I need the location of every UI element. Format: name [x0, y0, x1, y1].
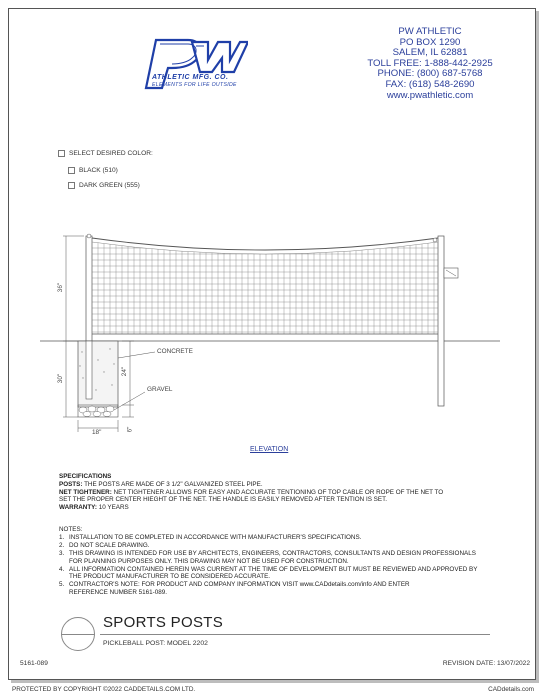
note-text-cont: FOR PLANNING PURPOSES ONLY. THIS DRAWING MAY NOT BE USED FOR CONSTRUCTION. [69, 557, 349, 565]
company-address-2: SALEM, IL 62881 [392, 47, 468, 59]
color-selection [58, 147, 153, 191]
title-divider [100, 634, 490, 635]
logo-tagline-2: ELEMENTS FOR LIFE OUTSIDE [152, 82, 237, 88]
revision-date: REVISION DATE: 13/07/2022 [442, 660, 530, 667]
spec-tightener-2: SET THE PROPER CENTER HIEGHT OF THE NET. THE HANDLE IS EASILY REMOVED AFTER TENTION IS SET. [59, 496, 387, 504]
dim-gravel-depth: 6" [126, 426, 134, 433]
note-item [59, 542, 504, 550]
note-number: 1. [59, 533, 65, 541]
dim-post-depth: 24" [121, 366, 129, 377]
notes-list [59, 534, 504, 597]
note-number: 2. [59, 541, 65, 549]
color-heading-checkbox[interactable] [58, 150, 65, 157]
color-heading: SELECT DESIRED COLOR: [69, 149, 153, 157]
note-text-cont: THE PRODUCT MANUFACTURER TO BE CONSIDERED ACCURATE. [69, 573, 271, 581]
drawing-title: SPORTS POSTS [103, 614, 224, 631]
caddetails-link[interactable]: CADdetails.com [488, 686, 534, 693]
dim-net-height: 36" [57, 282, 65, 293]
note-text: ALL INFORMATION CONTAINED HEREIN WAS CURRENT AT THE TIME OF DEVELOPMENT BUT MUST BE REVIEWED AND APPROVED BY [69, 565, 478, 573]
company-phone: PHONE: (800) 687-5768 [377, 68, 483, 80]
note-text: DO NOT SCALE DRAWING. [69, 541, 150, 549]
note-item [59, 581, 504, 589]
company-fax: FAX: (618) 548-2690 [385, 78, 475, 90]
note-number: 3. [59, 549, 65, 557]
color-option-black-label: BLACK (510) [79, 166, 118, 174]
note-text: THIS DRAWING IS INTENDED FOR USE BY ARCHITECTS, ENGINEERS, CONTRACTORS, CONSULTANTS AND DESIGN PROFESSIONALS [69, 549, 476, 557]
spec-tightener: NET TIGHTENER: NET TIGHTENER ALLOWS FOR EASY AND ACCURATE TENTIONING OF TOP CABLE OR ROPE OF THE NET TO [59, 488, 444, 496]
dim-footing-width: 18" [92, 429, 102, 436]
spec-warranty: WARRANTY: 10 YEARS [59, 504, 129, 512]
company-info [330, 27, 530, 101]
title-circle [61, 617, 95, 651]
note-item [59, 566, 504, 574]
notes [59, 526, 504, 597]
specs-heading: SPECIFICATIONS [59, 473, 112, 480]
logo-tagline-1: ATHLETIC MFG. CO. [152, 74, 229, 81]
note-item [59, 534, 504, 542]
elevation-title: ELEVATION [250, 446, 289, 453]
label-concrete: CONCRETE [157, 348, 193, 355]
dim-footing-depth: 30" [57, 373, 65, 384]
note-number: 5. [59, 581, 65, 589]
label-gravel: GRAVEL [147, 386, 173, 393]
color-option-green[interactable] [68, 179, 153, 191]
spec-posts: POSTS: THE POSTS ARE MADE OF 3 1/2" GALVANIZED STEEL PIPE. [59, 480, 263, 488]
note-text: INSTALLATION TO BE COMPLETED IN ACCORDANCE WITH MANUFACTURER'S SPECIFICATIONS. [69, 533, 362, 541]
checkbox-green[interactable] [68, 182, 75, 189]
checkbox-black[interactable] [68, 167, 75, 174]
note-item [59, 550, 504, 558]
color-option-black[interactable] [68, 164, 153, 176]
color-option-green-label: DARK GREEN (555) [79, 181, 140, 189]
note-text: CONTRACTOR'S NOTE: FOR PRODUCT AND COMPANY INFORMATION VISIT www.CADdetails.com/info AND ENTER [69, 581, 410, 589]
pw-logo [138, 30, 248, 100]
note-number: 4. [59, 565, 65, 573]
notes-heading: NOTES: [59, 526, 83, 533]
color-heading-row [58, 147, 153, 159]
drawing-subtitle: PICKLEBALL POST: MODEL 2202 [103, 640, 208, 647]
copyright-notice: PROTECTED BY COPYRIGHT ©2022 CADDETAILS.COM LTD. [12, 686, 196, 693]
note-text-cont: REFERENCE NUMBER 5161-089. [69, 589, 167, 597]
company-name: PW ATHLETIC [398, 26, 462, 37]
reference-number: 5161-089 [20, 660, 48, 667]
company-toll-free: TOLL FREE: 1-888-442-2925 [367, 57, 493, 69]
company-website[interactable]: www.pwathletic.com [386, 89, 474, 101]
company-address-1: PO BOX 1290 [399, 36, 461, 48]
specifications [59, 473, 499, 512]
